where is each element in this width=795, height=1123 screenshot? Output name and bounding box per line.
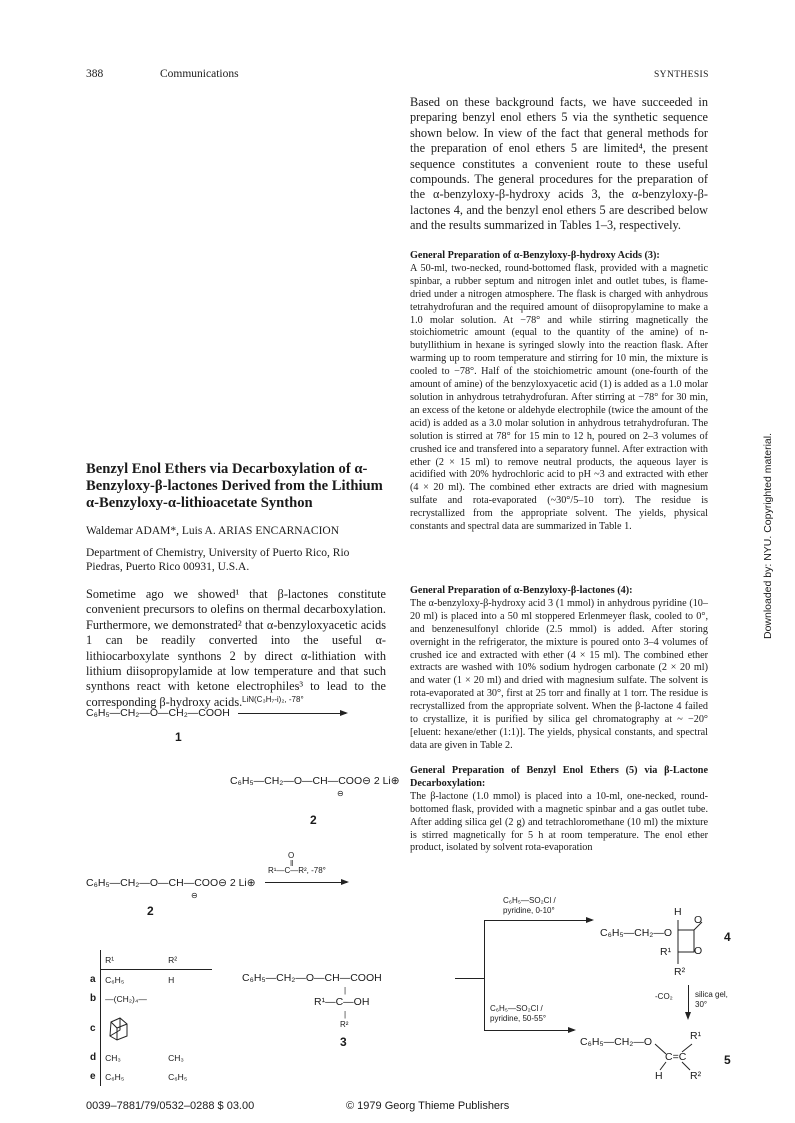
procedure-1-text: A 50-ml, two-necked, round-bottomed flask, provided with a magnetic spinbar, a rubber septum and nitrogen inlet and outlet tubes, is flame-dried under a nitrogen atmosphere. The flask is charged with anhydrous tetrahydrofuran and the required amount of diisopropylamine to make a 1.0 molar solution. At −78° and while stirring magnetically the stoichiometric amount (equal to the quantity of the amine) of n-butyllithium in hexane is syringed slowly into the reaction flask. After warming up to room temperature and stirring for 10 min, the mixture is cooled to −78°. Half of the stoichiometric amount (one-fourth of the amount of amine) of the benzyloxyacetic acid (1) is added as a 1.0 molar solution in anhydrous tetrahydrofuran. After stirring at −78° for 30 min, an excess of the ketone or aldehyde electrophile (twice the amount of the acid) is added as a 3.0 molar solution in anhydrous tetrahydrofuran. The solution is stirred at 78° for 15 min to 12 h, poured on 2–3 volumes of crushed ice and transfered into a separatory funnel. After extraction with ether (2 × 15 ml) to remove neutral products, the aqueous layer is acidified with 20% hydrochloric acid to pH ~3 and extracted with ether (4 × 20 ml). The combined ether extracts are dried with magnesium sulfate and rota-evaporated (~30°/5–10 torr). The residue is recrystallized from the appropriate solvent. The yields, physical constants and spectral data are summarized in Table 1. <box>410 262 708 533</box>
compound-4-label: 4 <box>724 930 731 944</box>
branch-stem <box>455 978 485 979</box>
lactone-ring <box>674 918 708 966</box>
row-r1: CH₃ <box>101 1048 165 1067</box>
reagent-lda: LiN(C₃H₇-i)₂, -78° <box>242 695 304 704</box>
arrowhead-2 <box>341 879 349 885</box>
compound-5-r1: R¹ <box>690 1030 702 1042</box>
compound-3-bond: | <box>344 986 347 995</box>
row-id: e <box>90 1071 96 1082</box>
footer-code: 0039–7881/79/0532–0288 $ 03.00 <box>86 1100 255 1112</box>
compound-4-o: O <box>694 914 703 926</box>
affiliation: Department of Chemistry, University of Puerto Rico, Rio Piedras, Puerto Rico 00931, U.S.A. <box>86 547 350 573</box>
row-r2: C₆H₅ <box>168 1071 188 1082</box>
reagent-silica: silica gel, <box>695 990 728 999</box>
row-r1: —(CH₂)₄— <box>101 989 165 1008</box>
row-r2: CH₃ <box>168 1052 184 1063</box>
compound-4-formula: C₆H₅—CH₂—O <box>600 927 673 939</box>
row-id: c <box>90 1022 96 1034</box>
footer-copyright: © 1979 Georg Thieme Publishers <box>346 1100 510 1112</box>
reagent-top-2: pyridine, 0-10° <box>503 906 555 915</box>
download-notice: Downloaded by: NYU. Copyrighted material. <box>762 432 774 640</box>
branch-arrow-top <box>484 920 592 921</box>
procedure-1 <box>410 250 708 534</box>
compound-5-ce: C=C <box>665 1051 687 1063</box>
body-text: Sometime ago we showed¹ that β-lactones constitute convenient precursors to olefins on thermal decarboxylation. Furthermore, we demonstrated² that α-benzyloxyacetic acids 1 can be readily converted into the useful α-lithiocarboxylate synthons 2 by direct α-lithiation with lithium diisopropylamide at low temperature and that such synthons react with ketone electrophiles³ to lead to the corresponding β-hydroxy acids. <box>86 587 386 709</box>
procedure-3-heading: General Preparation of Benzyl Enol Ethers (5) via β-Lactone Decarboxylation: <box>410 765 708 789</box>
row-r2 <box>164 1008 212 1048</box>
row-id: b <box>90 993 97 1004</box>
compound-3-sub: R¹—C—OH <box>314 996 370 1008</box>
procedure-2-text: The α-benzyloxy-β-hydroxy acid 3 (1 mmol) in anhydrous pyridine (10–20 ml) is placed into a 50 ml stoppered Erlenmeyer flask, cooled to 0°, and benzenesulfonyl chloride (2.5 mmol) is added. After storing overnight in the refrigerator, the mixture is poured onto 3–4 volumes of crushed ice and extracted with ether (4 × 15 ml). The combined ether extracts are washed with 10% sodium hydrogen carbonate (2 × 20 ml) and water (1 × 20 ml) and dried with magnesium sulfate. The solvent is rota-evaporated at 30°, first at 25 torr and finally at 1 torr. The residue is recrystallized from the appropriate solvent. When the β-lactone 4 failed to crystallize, it is purified by silica gel chromatography at ~ −20° [eluent: hexane/ether (1:1)]. The yields, physical constants, and spectral data are given in Table 2. <box>410 597 708 751</box>
carbonyl-o: O <box>288 851 295 860</box>
reagent-bottom-1: C₆H₅—SO₂Cl / <box>490 1004 543 1013</box>
compound-4-ring-o: O <box>694 945 703 957</box>
branch-arrowhead-bottom <box>568 1027 576 1033</box>
compound-5-label: 5 <box>724 1053 731 1067</box>
reagent-temp: 30° <box>695 1000 708 1009</box>
compound-5-r2: R² <box>690 1070 702 1082</box>
reagent-ketone: R¹—C—R², -78° <box>268 866 326 875</box>
branch-arrow-bottom <box>484 1030 574 1031</box>
compound-1-formula: C₆H₅—CH₂—O—CH₂—COOH <box>86 707 230 719</box>
carbanion-charge: ⊖ <box>337 789 344 798</box>
table-header-r2: R² <box>164 950 212 970</box>
table-row <box>86 1067 212 1086</box>
section-label: Communications <box>160 68 239 80</box>
compound-2-formula: C₆H₅—CH₂—O—CH—COO⊖ 2 Li⊕ <box>230 775 400 787</box>
compound-1-label: 1 <box>175 730 182 744</box>
procedure-2 <box>410 585 708 753</box>
row-r1: C₆H₅ <box>101 970 165 990</box>
branch-arrowhead-top <box>586 917 594 923</box>
substituent-table <box>86 950 212 1086</box>
compound-3-r2: R² <box>340 1020 349 1029</box>
row-id: a <box>90 973 96 985</box>
decarboxylation-arrow <box>688 985 689 1015</box>
compound-5-h: H <box>655 1070 663 1082</box>
compound-4-h: H <box>674 906 682 918</box>
branch-vertical <box>484 920 485 1030</box>
reagent-co2: -CO₂ <box>655 992 673 1001</box>
table-header-r1: R¹ <box>101 950 165 970</box>
reaction-arrow-1 <box>238 713 346 714</box>
compound-2b-formula: C₆H₅—CH₂—O—CH—COO⊖ 2 Li⊕ <box>86 877 256 889</box>
row-r1-structure <box>101 1008 165 1048</box>
decarboxylation-arrowhead <box>685 1012 691 1020</box>
body-paragraph <box>86 587 386 710</box>
compound-2b-label: 2 <box>147 904 154 918</box>
carbonyl-bond: ‖ <box>290 859 294 868</box>
procedure-2-heading: General Preparation of α-Benzyloxy-β-lactones (4): <box>410 585 633 596</box>
row-r2: H <box>168 974 175 985</box>
procedure-3-text: The β-lactone (1.0 mmol) is placed into a 10-ml, one-necked, round-bottomed flask, provided with a magnetic spinbar and a gas outlet tube. After adding silica gel (2 g) and tetrachloromethane (10 ml) the mixture is stirred magnetically for 5 h at room temperature. The enol ether product, isolated by solvent rota-evaporation <box>410 790 708 854</box>
row-id: d <box>90 1052 97 1063</box>
adamantylidene-structure <box>105 1012 135 1042</box>
row-r1: C₆H₅ <box>101 1067 165 1086</box>
table-row <box>86 1008 212 1048</box>
reagent-bottom-2: pyridine, 50-55° <box>490 1014 547 1023</box>
arrowhead-1 <box>340 710 348 716</box>
row-r2 <box>164 989 212 1008</box>
substituent-table-box <box>86 950 212 1086</box>
reagent-top-1: C₆H₅—SO₂Cl / <box>503 896 556 905</box>
table-row <box>86 1048 212 1067</box>
page-number: 388 <box>86 68 104 80</box>
authors: Waldemar ADAM*, Luis A. ARIAS ENCARNACION <box>86 525 340 537</box>
table-row <box>86 970 212 990</box>
carbanion-charge-2: ⊖ <box>191 891 198 900</box>
compound-3-label: 3 <box>340 1035 347 1049</box>
compound-2-label: 2 <box>310 813 317 827</box>
compound-3-formula: C₆H₅—CH₂—O—CH—COOH <box>242 972 382 984</box>
journal-name: SYNTHESIS <box>654 70 709 80</box>
compound-5-formula: C₆H₅—CH₂—O <box>580 1036 653 1048</box>
article-title: Benzyl Enol Ethers via Decarboxylation of α-Benzyloxy-β-lactones Derived from the Lithium α-Benzyloxy-α-lithioacetate Synthon <box>86 461 383 512</box>
intro-text: Based on these background facts, we have succeeded in preparing benzyl enol ethers 5 via the synthetic sequence shown below. In view of the fact that general methods for the preparation of enol ethers 5 are limited⁴, the present sequence constitutes a convenient route to these useful compounds. The general procedures for the preparation of the α-benzyloxy-β-hydroxy acids 3, the α-benzyloxy-β-lactones 4, and the benzyl enol ethers 5 are described below and the results summarized in Tables 1–3, respectively. <box>410 95 708 233</box>
table-row <box>86 989 212 1008</box>
compound-3-bond-2: | <box>344 1010 347 1019</box>
intro-paragraph <box>410 95 708 234</box>
procedure-1-heading: General Preparation of α-Benzyloxy-β-hydroxy Acids (3): <box>410 250 660 261</box>
enol-bonds <box>652 1042 696 1074</box>
procedure-3 <box>410 765 708 855</box>
compound-4-r2: R² <box>674 966 686 978</box>
compound-4-r1: R¹ <box>660 946 672 958</box>
reaction-arrow-2 <box>265 882 347 883</box>
